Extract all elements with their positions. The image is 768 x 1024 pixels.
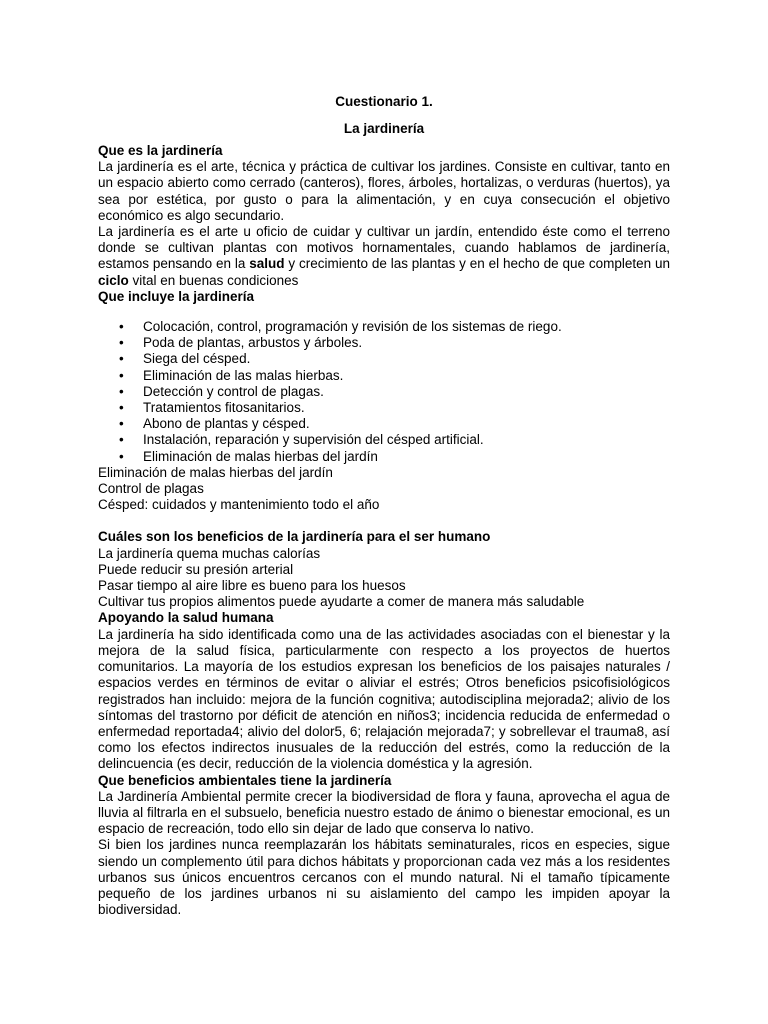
list-item-text: Colocación, control, programación y revisión de los sistemas de riego.	[143, 319, 562, 335]
paragraph-definition-1: La jardinería es el arte, técnica y práctica de cultivar los jardines. Consiste en cultivar, tanto en un espacio abierto como cerrado (canteros), flores, árboles, hortalizas, o verduras (huertos), ya sea por estética, por gusto o para la alimentación, y en cuya consecución el objetivo económico es algo secundario.	[98, 159, 670, 223]
bullet-icon: •	[119, 416, 124, 432]
bullet-icon: •	[119, 432, 124, 448]
list-item	[119, 432, 670, 448]
list-item	[119, 400, 670, 416]
text-line: Pasar tiempo al aire libre es bueno para los huesos	[98, 578, 406, 594]
text-line: Puede reducir su presión arterial	[98, 561, 294, 577]
spacer	[98, 513, 670, 529]
text-span: La jardinería es el arte u oficio de cuidar y cultivar un jardín, entendido éste como el terreno donde se cultivan plantas con motivos hornamentales, cuando hablamos de jardinería, estamos pensando en la	[98, 224, 670, 272]
section-heading-salud-humana: Apoyando la salud humana	[98, 610, 274, 626]
list-item-text: Tratamientos fitosanitarios.	[143, 400, 305, 416]
list-item	[119, 319, 670, 335]
text-span: vital en buenas condiciones	[128, 272, 299, 288]
list-item	[119, 367, 670, 384]
section-heading-beneficios-humano: Cuáles son los beneficios de la jardinería para el ser humano	[98, 529, 491, 545]
section-heading-que-incluye: Que incluye la jardinería	[98, 288, 255, 304]
paragraph-definition-2	[98, 224, 670, 289]
text-line: La jardinería quema muchas calorías	[98, 545, 321, 561]
bold-term-salud: salud	[249, 256, 285, 272]
text-line: Eliminación de malas hierbas del jardín	[98, 464, 333, 480]
text-line: Control de plagas	[98, 481, 204, 497]
bullet-icon: •	[119, 335, 124, 351]
list-item	[119, 383, 670, 400]
bullet-icon: •	[119, 448, 124, 464]
list-item-text: Abono de plantas y césped.	[143, 416, 310, 432]
paragraph-ambiental-2: Si bien los jardines nunca reemplazarán los hábitats seminaturales, ricos en especies, sigue siendo un complemento útil para dichos hábitats y proporcionan cada vez más a los residentes urbanos sus únicos encuentros cercanos con el mundo natural. Ni el tamaño típicamente pequeño de los jardines urbanos ni su aislamiento del campo les impiden apoyar la biodiversidad.	[98, 837, 670, 918]
bold-term-ciclo: ciclo	[98, 272, 129, 288]
section-heading-que-es: Que es la jardinería	[98, 143, 223, 158]
document-subtitle: La jardinería	[343, 121, 425, 136]
section-heading-beneficios-ambientales: Que beneficios ambientales tiene la jardinería	[98, 772, 392, 788]
paragraph-ambiental-1: La Jardinería Ambiental permite crecer la biodiversidad de flora y fauna, aprovecha el agua de lluvia al filtrarla en el subsuelo, beneficia nuestro estado de ánimo o bienestar emocional, es un espacio de recreación, todo ello sin dejar de lado que conserva lo nativo.	[98, 788, 670, 837]
bullet-icon: •	[119, 319, 124, 335]
text-span: y crecimiento de las plantas y en el hecho de que completen un	[284, 256, 670, 272]
list-item	[119, 351, 670, 367]
bullet-list	[98, 319, 670, 465]
bullet-icon: •	[119, 383, 124, 399]
bullet-icon: •	[119, 351, 124, 367]
text-line: Cultivar tus propios alimentos puede ayudarte a comer de manera más saludable	[98, 594, 585, 610]
list-item-text: Eliminación de malas hierbas del jardín	[143, 448, 378, 464]
list-item	[119, 448, 670, 465]
list-item-text: Detección y control de plagas.	[143, 383, 324, 399]
paragraph-salud: La jardinería ha sido identificada como una de las actividades asociadas con el bienestar y la mejora de la salud física, particularmente con respecto a los proyectos de huertos comunitarios. La mayoría de los estudios expresan los beneficios de los paisajes naturales / espacios verdes en términos de evitar o aliviar el estrés; Otros beneficios psicofisiológicos registrados han incluido: mejora de la función cognitiva; autodisciplina mejorada2; alivio de los síntomas del trastorno por déficit de atención en niños3; incidencia reducida de enfermedad o enfermedad reportada4; alivio del dolor5, 6; relajación mejorada7; y sobrellevar el trauma8, así como los efectos indirectos inusuales de la reducción del estrés, como la reducción de la delincuencia (es decir, reducción de la violencia doméstica y la agresión.	[98, 626, 670, 772]
list-item-text: Eliminación de las malas hierbas.	[143, 367, 344, 383]
list-item	[119, 335, 670, 351]
bullet-icon: •	[119, 400, 124, 416]
text-line: Césped: cuidados y mantenimiento todo el año	[98, 497, 380, 513]
list-item	[119, 416, 670, 432]
list-item-text: Instalación, reparación y supervisión del césped artificial.	[143, 432, 484, 448]
bullet-icon: •	[119, 367, 124, 383]
document-title: Cuestionario 1.	[335, 94, 433, 109]
list-item-text: Siega del césped.	[143, 351, 251, 367]
list-item-text: Poda de plantas, arbustos y árboles.	[143, 335, 363, 351]
